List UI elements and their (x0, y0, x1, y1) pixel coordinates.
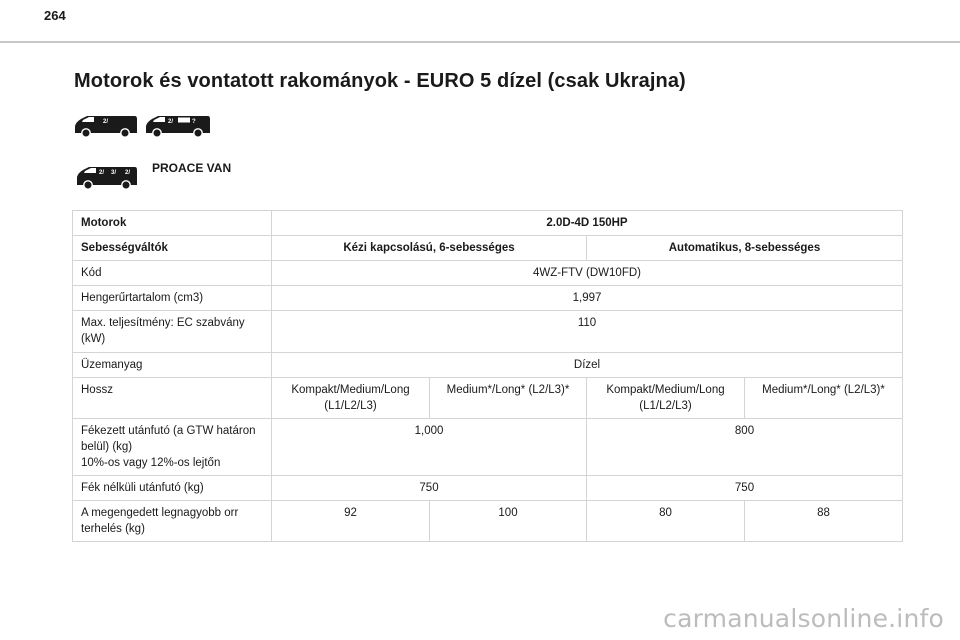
braked-trailer-label (73, 418, 272, 475)
table-row-gearbox (73, 236, 903, 261)
braked-trailer-manual: 1,000 (272, 418, 587, 475)
displacement-value: 1,997 (272, 286, 903, 311)
gearbox-manual: Kézi kapcsolású, 6-sebességes (272, 236, 587, 261)
braked-trailer-label-line2: 10%-os vagy 12%-os lejtőn (81, 457, 221, 470)
nose-weight-value: 80 (587, 501, 745, 542)
svg-text:3/: 3/ (111, 170, 117, 176)
gearbox-automatic: Automatikus, 8-sebességes (587, 236, 903, 261)
table-row-power (73, 311, 903, 352)
svg-text:2/: 2/ (99, 170, 105, 176)
table-row-braked-trailer (73, 418, 903, 475)
braked-trailer-automatic: 800 (587, 418, 903, 475)
braked-trailer-label-line1: Fékezett utánfutó (a GTW határon belül) (kg) (81, 424, 256, 453)
watermark: carmanualsonline.info (663, 604, 944, 633)
gearbox-label: Sebességváltók (73, 236, 272, 261)
page-number: 264 (44, 8, 66, 23)
fuel-value: Dízel (272, 352, 903, 377)
table-row-code (73, 261, 903, 286)
van-combi-icon (75, 164, 139, 190)
nose-weight-value: 100 (430, 501, 587, 542)
svg-text:2/: 2/ (103, 119, 109, 125)
table-row-engine (73, 211, 903, 236)
van-window-icon (144, 114, 212, 138)
svg-text:2/: 2/ (168, 119, 174, 125)
length-value: Medium*/Long* (L2/L3)* (430, 377, 587, 418)
nose-weight-value: 92 (272, 501, 430, 542)
power-label: Max. teljesítmény: EC szabvány (kW) (73, 311, 272, 352)
displacement-label: Hengerűrtartalom (cm3) (73, 286, 272, 311)
nose-weight-label: A megengedett legnagyobb orr terhelés (kg) (73, 501, 272, 542)
van-long-icon (73, 114, 139, 138)
power-value: 110 (272, 311, 903, 352)
header-divider (0, 41, 960, 43)
table-row-length (73, 377, 903, 418)
unbraked-trailer-automatic: 750 (587, 476, 903, 501)
nose-weight-value: 88 (745, 501, 903, 542)
svg-text:2/: 2/ (125, 170, 131, 176)
length-label: Hossz (73, 377, 272, 418)
code-label: Kód (73, 261, 272, 286)
table-row-fuel (73, 352, 903, 377)
table-row-unbraked-trailer (73, 476, 903, 501)
table-row-displacement (73, 286, 903, 311)
fuel-label: Üzemanyag (73, 352, 272, 377)
engine-value: 2.0D-4D 150HP (272, 211, 903, 236)
page-title: Motorok és vontatott rakományok - EURO 5 dízel (csak Ukrajna) (74, 70, 686, 92)
unbraked-trailer-label: Fék nélküli utánfutó (kg) (73, 476, 272, 501)
unbraked-trailer-manual: 750 (272, 476, 587, 501)
engine-label: Motorok (73, 211, 272, 236)
length-value: Medium*/Long* (L2/L3)* (745, 377, 903, 418)
svg-text:?: ? (192, 119, 196, 125)
code-value: 4WZ-FTV (DW10FD) (272, 261, 903, 286)
engine-spec-table (72, 210, 903, 542)
length-value: Kompakt/Medium/Long (L1/L2/L3) (272, 377, 430, 418)
model-label: PROACE VAN (152, 161, 232, 175)
table-row-nose-weight (73, 501, 903, 542)
length-value: Kompakt/Medium/Long (L1/L2/L3) (587, 377, 745, 418)
